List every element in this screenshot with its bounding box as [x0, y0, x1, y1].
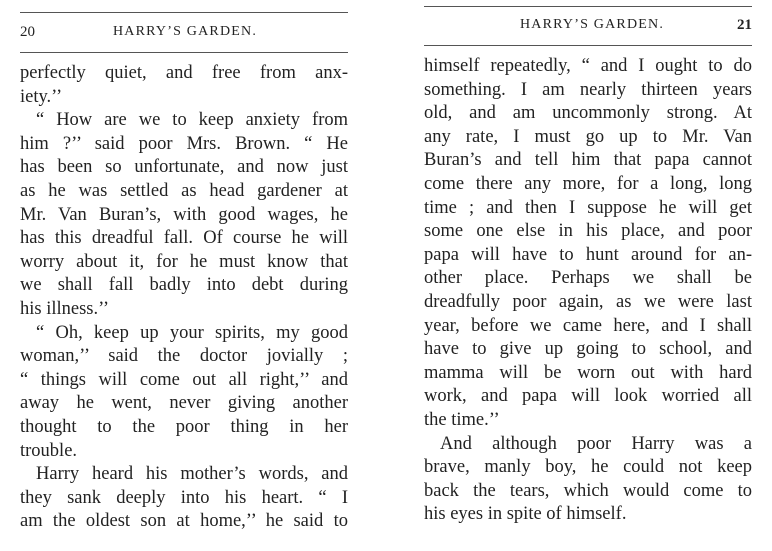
text-line: as he was settled as head gardener at — [20, 180, 348, 201]
header-rule-bottom — [20, 52, 348, 53]
text-line: some one else in his place, and poor — [424, 221, 752, 242]
page-number: 20 — [20, 24, 35, 40]
text-line: back the tears, which would come to — [424, 480, 752, 501]
running-head: HARRY’S GARDEN. — [520, 17, 665, 32]
text-line: “ Oh, keep up your spirits, my good — [36, 322, 348, 343]
running-head: HARRY’S GARDEN. — [113, 24, 258, 39]
text-line: old, and am uncommonly strong. At — [424, 103, 752, 124]
text-line: woman,’’ said the doctor jovially ; — [20, 346, 348, 367]
header-rule-bottom — [424, 45, 752, 46]
text-line: “ things will come out all right,’’ and — [20, 369, 348, 390]
text-line: something. I am nearly thirteen years — [424, 79, 752, 100]
text-line: other place. Perhaps we shall be — [424, 268, 752, 289]
text-line: his eyes in spite of himself. — [424, 504, 627, 525]
text-line: trouble. — [20, 440, 78, 461]
text-line: And although poor Harry was a — [440, 433, 752, 454]
text-line: we shall fall badly into debt during — [20, 275, 348, 296]
text-line: work, and papa will look worried all — [424, 386, 752, 407]
text-line: am the oldest son at home,’’ he said to — [20, 511, 348, 532]
text-line: Buran’s and tell him that papa cannot — [424, 150, 752, 171]
text-line: Mr. Van Buran’s, with good wages, he — [20, 204, 348, 225]
text-line: iety.’’ — [20, 86, 63, 107]
header-rule-top — [20, 12, 348, 13]
page-body — [424, 55, 752, 527]
text-line: worry about it, for he must know that — [20, 251, 348, 272]
text-line: have to give up going to school, and — [424, 339, 752, 360]
text-line: Harry heard his mother’s words, and — [36, 464, 348, 485]
page-number: 21 — [737, 17, 752, 33]
text-line: “ How are we to keep anxiety from — [36, 110, 348, 131]
page-header — [20, 24, 348, 44]
text-line: the time.’’ — [424, 409, 500, 430]
text-line: brave, manly boy, he could not keep — [424, 457, 752, 478]
text-line: dreadfully poor again, as we were last — [424, 291, 752, 312]
text-line: year, before we came here, and I shall — [424, 315, 752, 336]
header-rule-top — [424, 6, 752, 7]
page-header — [424, 17, 752, 37]
text-line: his illness.’’ — [20, 298, 110, 319]
text-line: thought to the poor thing in her — [20, 416, 348, 437]
text-line: has this dreadful fall. Of course he will — [20, 228, 348, 249]
page-body — [20, 62, 348, 534]
text-line: mamma will be worn out with hard — [424, 362, 752, 383]
text-line: away he went, never giving another — [20, 393, 348, 414]
text-line: papa will have to hunt around for an- — [424, 244, 752, 265]
text-line: time ; and then I suppose he will get — [424, 197, 752, 218]
text-line: any rate, I must go up to Mr. Van — [424, 126, 752, 147]
text-line: come there any more, for a long, long — [424, 173, 752, 194]
text-line: perfectly quiet, and free from anx- — [20, 63, 348, 83]
text-line: they sank deeply into his heart. “ I — [20, 487, 348, 508]
text-line: has been so unfortunate, and now just — [20, 157, 348, 178]
text-line: him ?’’ said poor Mrs. Brown. “ He — [20, 133, 348, 154]
text-line: himself repeatedly, “ and I ought to do — [424, 56, 752, 76]
